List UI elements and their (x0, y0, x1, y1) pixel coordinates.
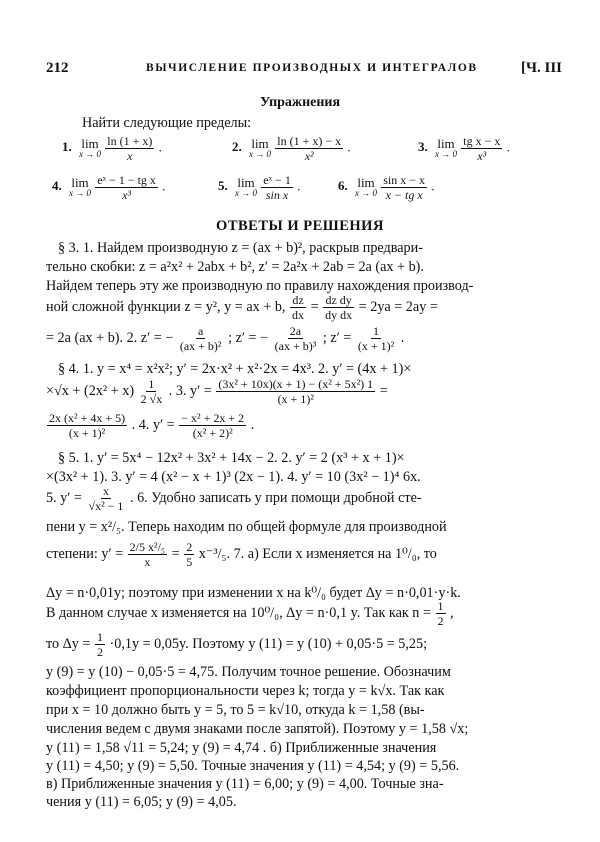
answer-line: степени: y′ = $\frac{\text{2/5 x²/₅}}{x}$ = $\frac{2}{5}$ x⁻³/₅. 7. а) Если x изменяется на 1⁰/₀, то (46, 540, 437, 569)
answers-heading: ОТВЕТЫ И РЕШЕНИЯ (216, 218, 384, 234)
answer-line: при x = 10 должно быть y = 5, то 5 = k√10, откуда k = 1,58 (вы- (46, 702, 425, 718)
exercise-3: 3. lim x → 0 $\frac{\text{tg x − x}}{\text{x³}}$ . (418, 134, 510, 163)
answer-line: 5. y′ = $\frac{x}{\text{√x² − 1}}$ . 6. Удобно записать y при помощи дробной сте- (46, 484, 422, 513)
answer-line: то Δy = $\frac{1}{2}$ ·0,1y = 0,05y. Поэтому y (11) = y (10) + 0,05·5 = 5,25; (46, 630, 428, 659)
running-header (46, 60, 562, 80)
chapter-label: [Ч. III (520, 60, 562, 76)
answer-line: Найдем теперь эту же производную по правилу нахождения производ- (46, 278, 474, 294)
exercise-4: 4. lim x → 0 $\frac{\text{eˣ − 1 − tg x}}{\text{x³}}$ . (52, 173, 166, 202)
exercise-2: 2. lim x → 0 $\frac{\ln (1 + x) - x}{\text{x²}}$ . (232, 134, 351, 163)
answer-line: y (11) = 4,50; y (9) = 5,50. Точные значения y (11) = 4,54; y (9) = 5,56. (46, 758, 460, 774)
answer-line: ной сложной функции z = y², y = ax + b, $\frac{dz}{dx}$ = $\frac{\text{dz dy}}{\text{dy dx}}$ = 2ya = 2ay = (46, 293, 438, 322)
running-title: ВЫЧИСЛЕНИЕ ПРОИЗВОДНЫХ И ИНТЕГРАЛОВ (146, 62, 478, 74)
exercises-intro: Найти следующие пределы: (82, 115, 252, 131)
answer-line: В данном случае x изменяется на 10⁰/₀, Δy = n·0,1 y. Так как n = $\frac{1}{2}$ , (46, 599, 454, 628)
answer-line: y (9) = y (10) − 0,05·5 = 4,75. Получим точное решение. Обозначим (46, 664, 451, 680)
answer-line: ×(3x² + 1). 3. y′ = 4 (x² − x + 1)³ (2x − 1). 4. y′ = 10 (3x² − 1)⁴ 6x. (46, 469, 421, 485)
answer-line: § 4. 1. y = x⁴ = x²x²; y′ = 2x·x² + x²·2x = 4x³. 2. y′ = (4x + 1)× (58, 361, 412, 377)
exercise-1: 1. lim x → 0 $\frac{\ln (1 + x)}{x}$ . (62, 134, 162, 163)
page-number: 212 (46, 60, 69, 76)
answer-line: коэффициент пропорциональности через k; тогда y = k√x. Так как (46, 683, 445, 699)
answer-line: чения y (11) = 6,05; y (9) = 4,05. (46, 794, 237, 810)
exercises-heading: Упражнения (259, 95, 341, 110)
answer-line: в) Приближенные значения y (11) = 6,00; y (9) = 4,00. Точные зна- (46, 776, 444, 792)
answer-line: $\frac{\text{2x (x² + 4x + 5)}}{\text{(x + 1)²}}$ . 4. y′ = $\frac{\text{− x² + 2x + 2}}{\text{(x² + 2)²}}$ . (49, 411, 255, 440)
exercise-6: 6. lim x → 0 $\frac{\text{sin x − x}}{\text{x − tg x}}$ . (338, 173, 435, 202)
answer-line: § 3. 1. Найдем производную z = (ax + b)², раскрыв предвари- (58, 240, 423, 256)
answer-line: § 5. 1. y′ = 5x⁴ − 12x² + 3x² + 14x − 2. 2. y′ = 2 (x³ + x + 1)× (58, 450, 405, 466)
answer-line: y (11) = 1,58 √11 = 5,24; y (9) = 4,74 . б) Приближенные значения (46, 740, 437, 756)
answer-line: пени y = x²/₅. Теперь находим по общей формуле для производной (46, 519, 447, 535)
answer-line: = 2a (ax + b). 2. z′ = − $\frac{a}{\text{(ax + b)²}}$ ; z′ = − $\frac{2a}{\text{(ax + b)³}}$ ; z′ = $\frac{1}{\text{(x + 1)²}}$ . (46, 324, 405, 353)
answer-line: Δy = n·0,01y; поэтому при изменении x на k⁰/₀ будет Δy = n·0,01·y·k. (46, 585, 461, 601)
answer-line: ×√x + (2x² + x) $\frac{1}{2 √x}$ . 3. y′ = $\frac{\text{(3x² + 10x)(x + 1) − (x² + 5x²) 1}}{\text{(x + 1)²}}$ = (46, 377, 388, 406)
answer-line: числения ведем с двумя знаками после запятой). Поэтому y = 1,58 √x; (46, 721, 469, 737)
answer-line: тельно скобки: z = a²x² + 2abx + b², z′ = 2a²x + 2ab = 2a (ax + b). (46, 259, 424, 275)
exercise-5: 5. lim x → 0 $\frac{\text{eˣ − 1}}{\text{sin x}}$ . (218, 173, 301, 202)
